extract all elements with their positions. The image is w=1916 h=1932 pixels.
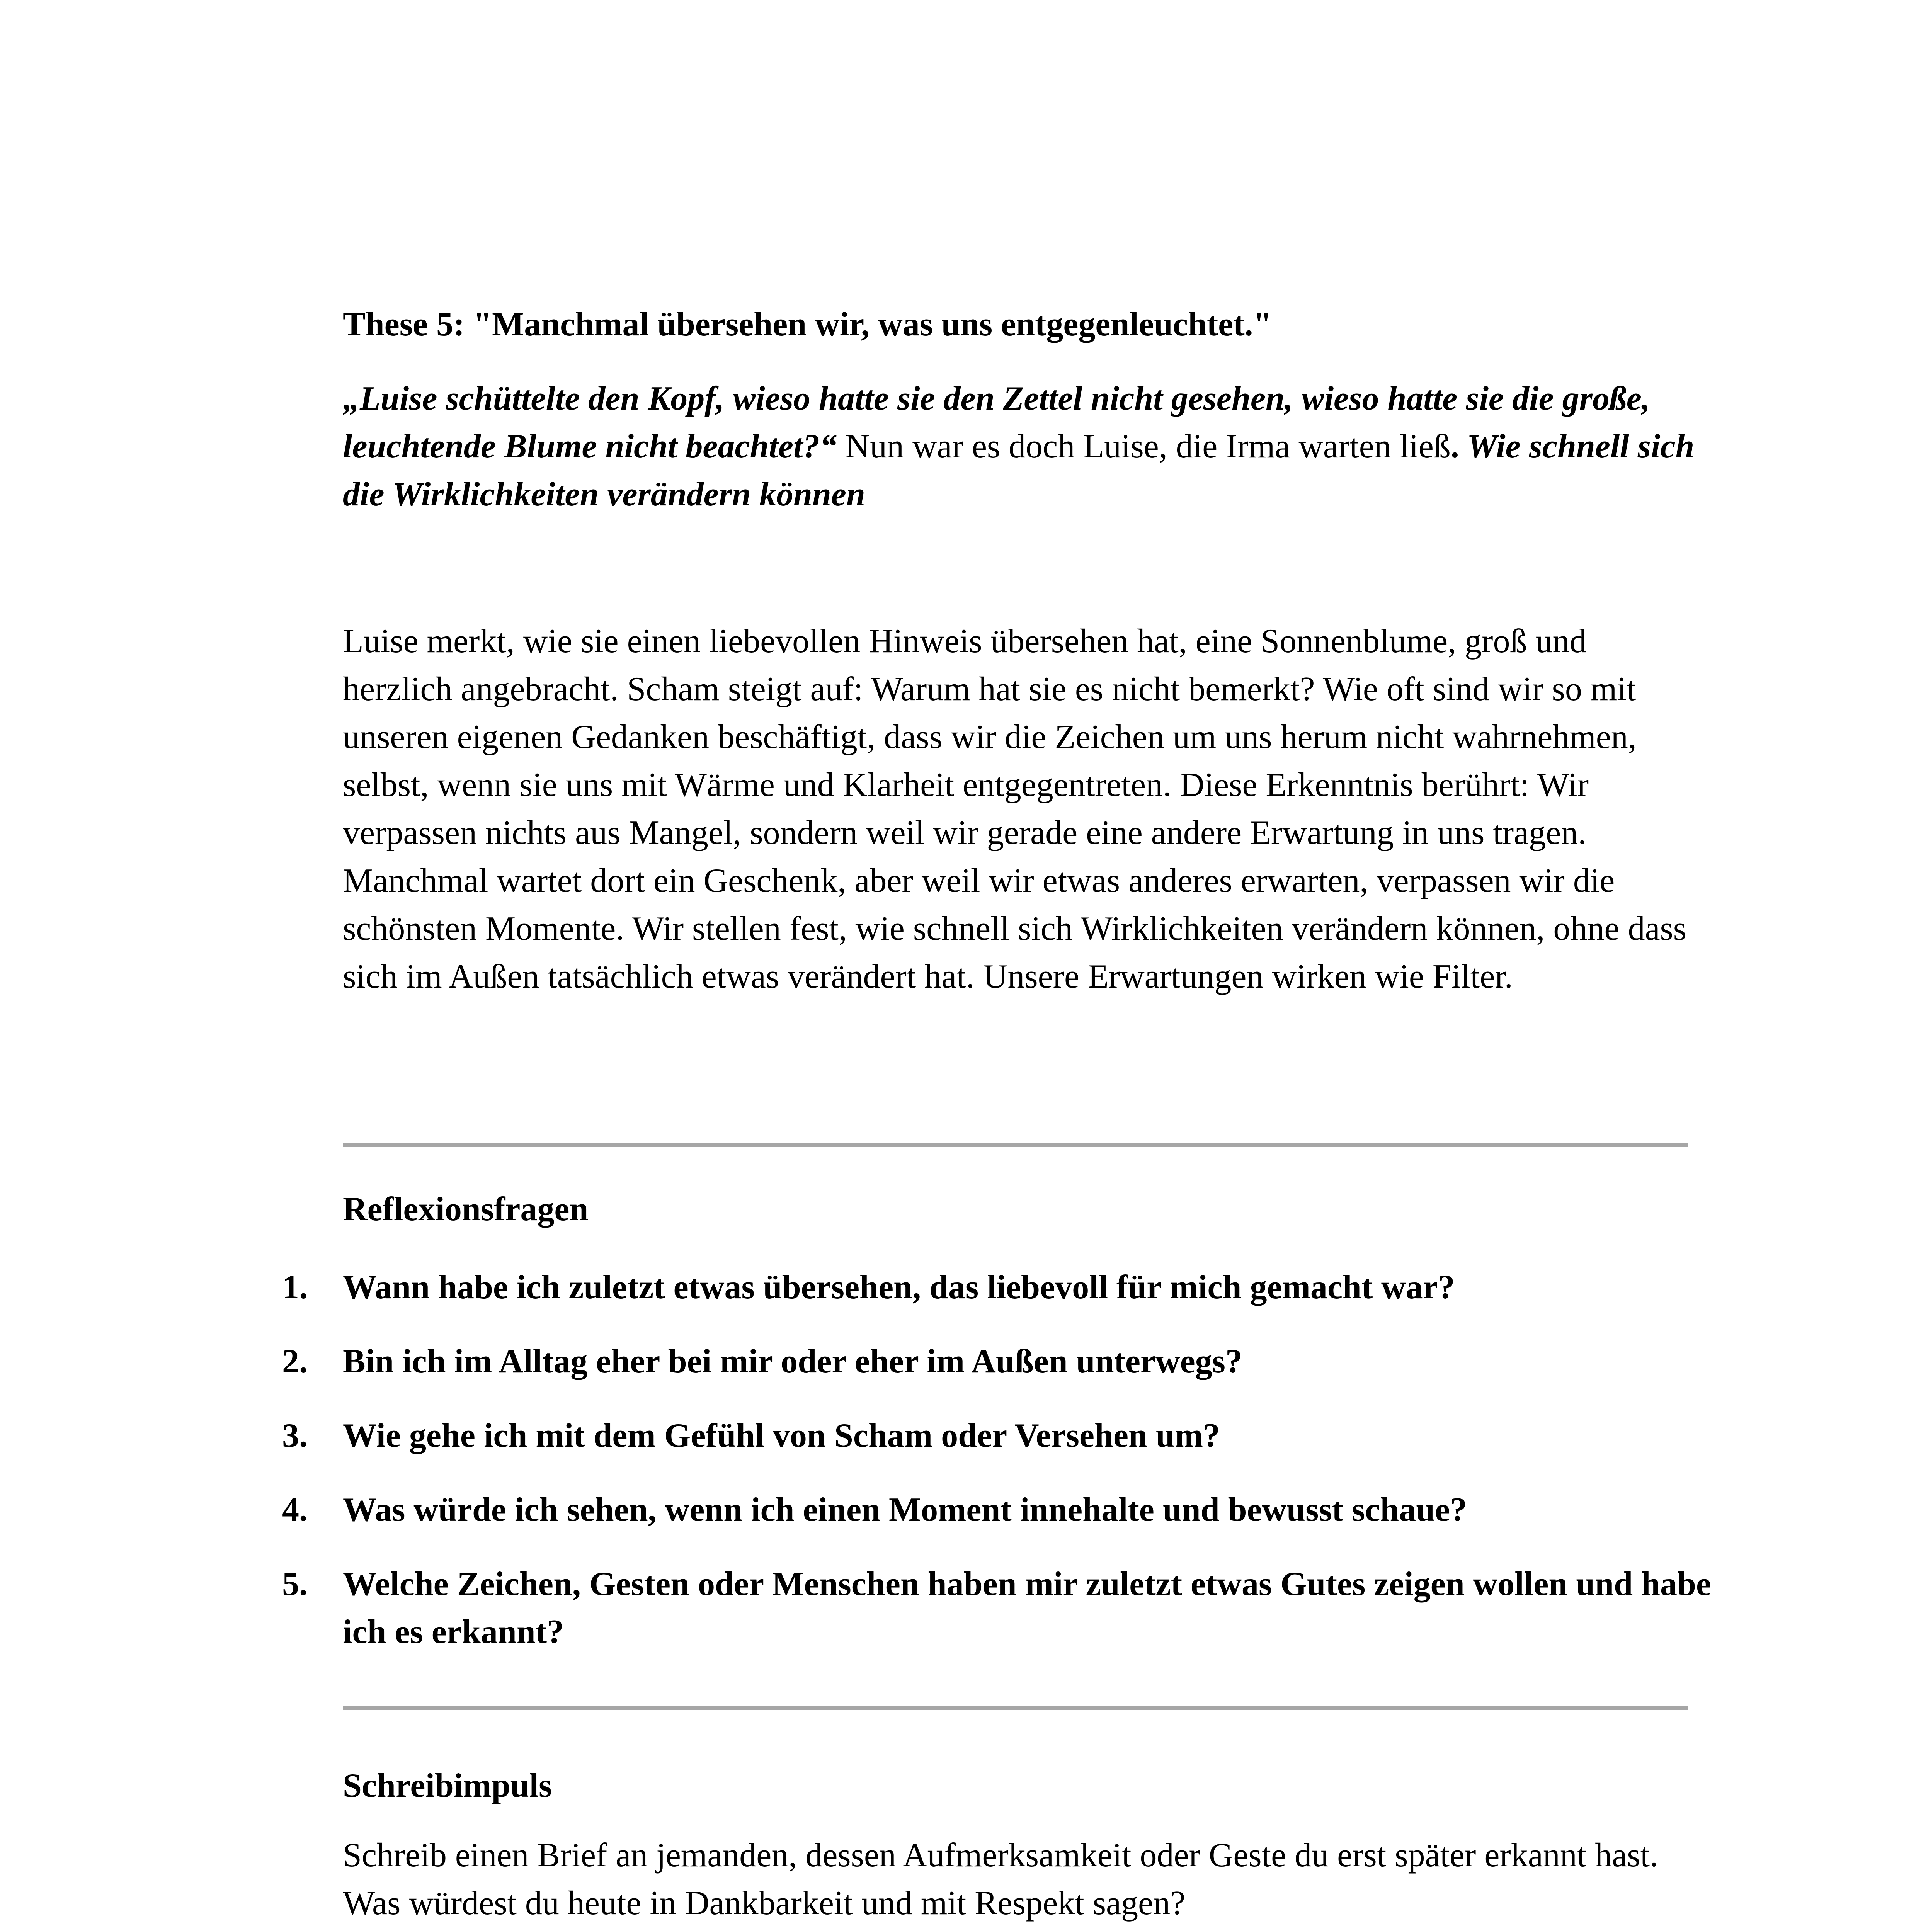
list-number: 5. xyxy=(282,1565,308,1603)
writing-prompt-line: Was würdest du heute in Dankbarkeit und mit Respekt sagen? xyxy=(343,1884,1186,1922)
question-text: Was würde ich sehen, wenn ich einen Moment innehalte und bewusst schaue? xyxy=(343,1491,1467,1529)
quote-normal: Nun war es doch Luise, die Irma warten ließ xyxy=(837,428,1451,465)
question-text: Welche Zeichen, Gesten oder Menschen haben mir zuletzt etwas Gutes zeigen wollen und habe ich es erkannt? xyxy=(343,1565,1711,1651)
writing-prompt-line: Schreib einen Brief an jemanden, dessen Aufmerksamkeit oder Geste du erst später erkannt hast. xyxy=(343,1837,1658,1874)
quote-tail: Wie schnell sich die Wirklichkeiten verändern können xyxy=(343,428,1695,513)
writing-prompt-heading: Schreibimpuls xyxy=(343,1767,552,1804)
quote-dot: . xyxy=(1450,428,1459,465)
list-number: 1. xyxy=(282,1269,308,1306)
question-text: Wann habe ich zuletzt etwas übersehen, das liebevoll für mich gemacht war? xyxy=(343,1269,1455,1306)
list-number: 3. xyxy=(282,1417,308,1454)
list-number: 2. xyxy=(282,1343,308,1380)
question-text: Bin ich im Alltag eher bei mir oder eher im Außen unterwegs? xyxy=(343,1343,1242,1380)
list-number: 4. xyxy=(282,1491,308,1529)
reflection-heading: Reflexionsfragen xyxy=(343,1190,589,1228)
thesis-title: These 5: "Manchmal übersehen wir, was uns entgegenleuchtet." xyxy=(343,306,1272,343)
question-text: Wie gehe ich mit dem Gefühl von Scham oder Versehen um? xyxy=(343,1417,1220,1454)
body-paragraph: Luise merkt, wie sie einen liebevollen Hinweis übersehen hat, eine Sonnenblume, groß und herzlich angebracht. Scham steigt auf: Warum hat sie es nicht bemerkt? Wie oft sind wir so mit unseren eigenen Gedanken beschäftigt, dass wir die Zeichen um uns herum nicht wahrnehmen, selbst, wenn sie uns mit Wärme und Klarheit entgegentreten. Diese Erkenntnis berührt: Wir verpassen nichts aus Mangel, sondern weil wir gerade eine andere Erwartung in uns tragen. Manchmal wartet dort ein Geschenk, aber weil wir etwas anderes erwarten, verpassen wir die schönsten Momente. Wir stellen fest, wie schnell sich Wirklichkeiten verändern können, ohne dass sich im Außen tatsächlich etwas verändert hat. Unsere Erwartungen wirken wie Filter. xyxy=(343,622,1686,995)
quote-bold-italic: „Luise schüttelte den Kopf, wieso hatte sie den Zettel nicht gesehen, wieso hatte sie die große, leuchtende Blume nicht beachtet?“ xyxy=(343,380,1650,465)
